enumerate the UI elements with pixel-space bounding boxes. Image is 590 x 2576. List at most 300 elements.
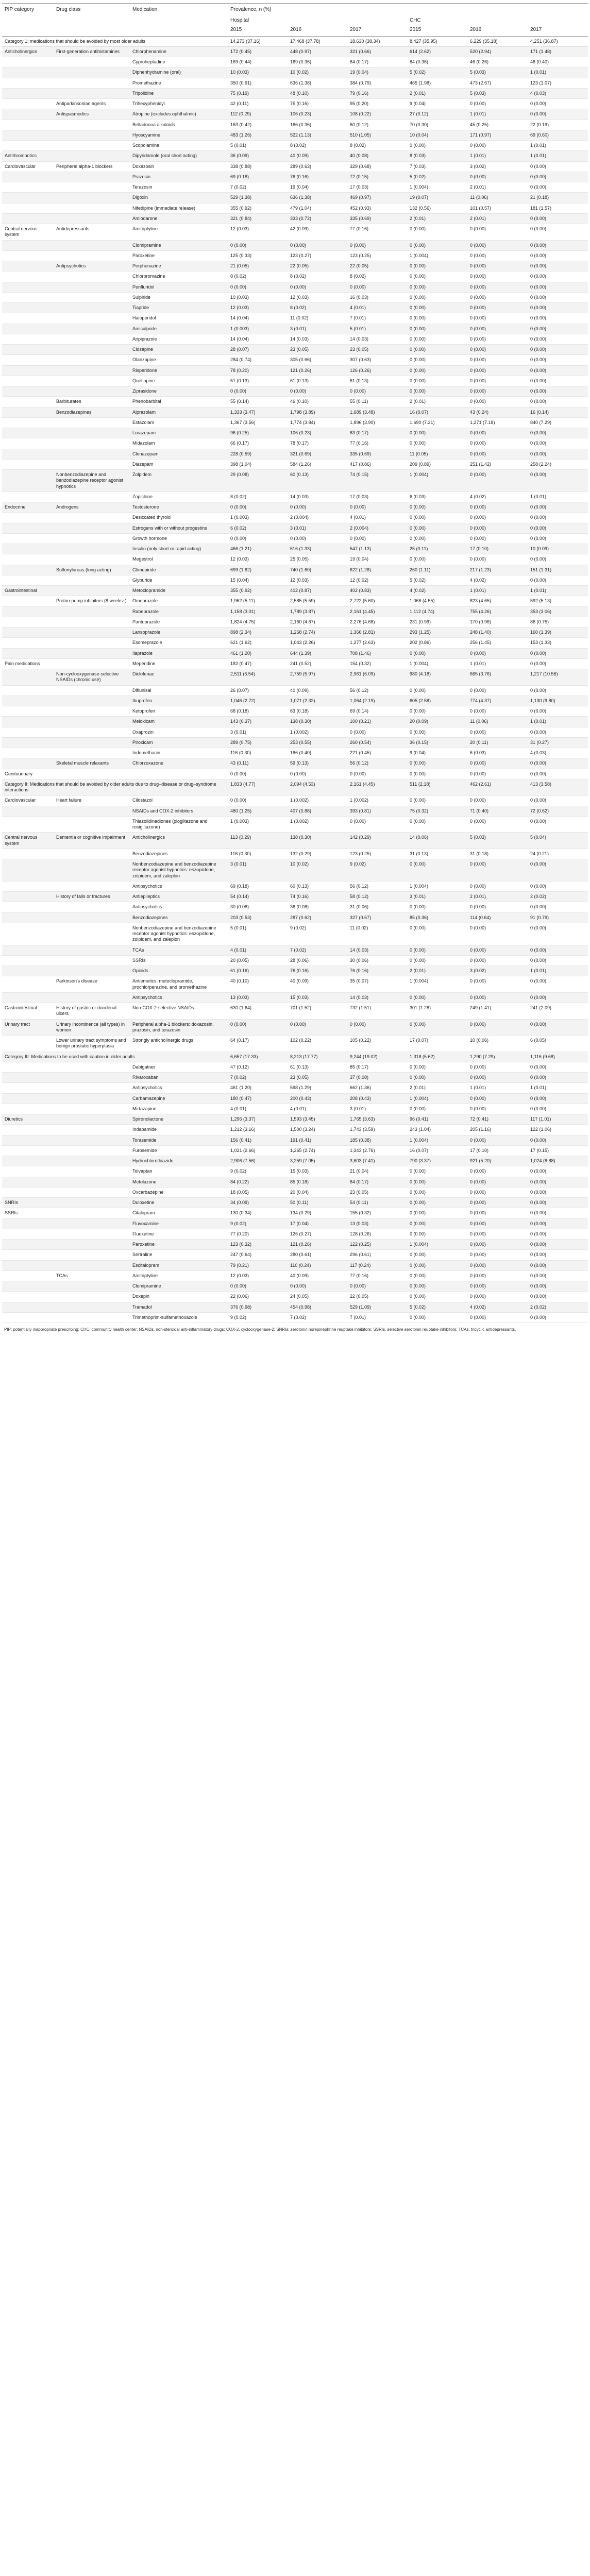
prevalence-cell: 170 (0.96) (467, 617, 528, 627)
prevalence-cell: 1 (0.01) (528, 966, 588, 976)
category-row (2, 36, 588, 46)
drug-class-cell (54, 1229, 130, 1239)
prevalence-cell: 2,094 (4.53) (288, 779, 347, 795)
drug-class-cell (54, 1250, 130, 1260)
prevalence-cell: 0 (0.00) (528, 213, 588, 224)
drug-class-cell: Antidepressants (54, 224, 130, 241)
prevalence-cell: 0 (0.00) (467, 303, 528, 313)
table-row (2, 130, 588, 140)
prevalence-cell: 0 (0.00) (467, 758, 528, 769)
prevalence-cell: 19 (0.04) (347, 67, 407, 78)
prevalence-cell: 42 (0.09) (288, 224, 347, 241)
drug-class-cell: History of falls or fractures (54, 892, 130, 902)
prevalence-cell: 0 (0.00) (528, 272, 588, 282)
medication-cell: Antipsychotics (130, 992, 228, 1003)
prevalence-cell: 510 (1.05) (347, 130, 407, 140)
pip-category-cell: Anticholinergics (2, 46, 54, 57)
drug-class-cell: Urinary incontinence (all types) in women (54, 1019, 130, 1036)
table-row (2, 67, 588, 78)
prevalence-cell: 0 (0.00) (528, 376, 588, 386)
prevalence-cell: 0 (0.00) (528, 1166, 588, 1177)
prevalence-cell: 2,160 (4.67) (288, 617, 347, 627)
pip-category-cell (2, 193, 54, 203)
table-row (2, 1156, 588, 1166)
prevalence-cell: 122 (0.25) (347, 1240, 407, 1250)
medication-cell: Benzodiazepines (130, 849, 228, 859)
prevalence-cell: 2 (0.01) (407, 397, 467, 407)
prevalence-cell: 36 (0.15) (407, 737, 467, 748)
header-pip-category: PIP category (2, 4, 54, 15)
drug-class-cell (54, 213, 130, 224)
prevalence-cell: 3 (0.01) (228, 859, 288, 882)
table-row (2, 1302, 588, 1312)
pip-category-cell (2, 449, 54, 459)
table-row (2, 833, 588, 849)
prevalence-cell: 708 (1.46) (347, 648, 407, 658)
prevalence-cell: 20 (0.05) (228, 955, 288, 965)
table-row (2, 1240, 588, 1250)
prevalence-cell: 0 (0.00) (528, 554, 588, 565)
medication-cell: Estrogens with or without progestins (130, 523, 228, 533)
prevalence-cell: 79 (0.16) (347, 88, 407, 98)
prevalence-cell: 0 (0.00) (528, 438, 588, 449)
prevalence-cell: 1 (0.01) (528, 586, 588, 596)
prevalence-cell: 208 (0.43) (347, 1093, 407, 1104)
prevalence-cell: 77 (0.16) (347, 224, 407, 241)
prevalence-cell: 8 (0.02) (288, 303, 347, 313)
prevalence-cell: 333 (0.72) (288, 213, 347, 224)
pip-category-cell (2, 386, 54, 397)
prevalence-cell: 0 (0.00) (347, 282, 407, 292)
prevalence-cell: 8 (0.03) (407, 151, 467, 161)
prevalence-cell: 0 (0.00) (407, 1104, 467, 1114)
prevalence-cell: 8,213 (17.77) (288, 1052, 347, 1062)
medication-cell: Tramadol (130, 1302, 228, 1312)
prevalence-cell: 96 (0.41) (407, 1114, 467, 1125)
prevalence-cell: 0 (0.00) (528, 658, 588, 669)
prevalence-cell: 248 (1.40) (467, 628, 528, 638)
prevalence-cell: 636 (1.38) (288, 78, 347, 88)
prevalence-cell: 0 (0.00) (228, 795, 288, 806)
prevalence-cell: 1,366 (2.81) (347, 628, 407, 638)
prevalence-cell: 185 (0.38) (347, 1135, 407, 1145)
prevalence-cell: 321 (0.69) (288, 449, 347, 459)
drug-class-cell (54, 282, 130, 292)
prevalence-cell: 203 (0.53) (228, 912, 288, 923)
table-row (2, 1114, 588, 1125)
drug-class-cell (54, 1156, 130, 1166)
prevalence-cell: 16 (0.07) (407, 407, 467, 417)
drug-class-cell (54, 606, 130, 617)
prevalence-cell: 402 (0.83) (347, 586, 407, 596)
prevalence-cell: 126 (0.27) (288, 1229, 347, 1239)
pip-category-cell (2, 1240, 54, 1250)
pip-category-cell (2, 628, 54, 638)
table-row (2, 849, 588, 859)
medication-cell: Hyoscyamine (130, 130, 228, 140)
prevalence-cell: 60 (0.13) (288, 881, 347, 891)
table-row (2, 1229, 588, 1239)
prevalence-cell: 483 (1.26) (228, 130, 288, 140)
prevalence-cell: 14 (0.03) (288, 334, 347, 344)
prevalence-cell: 123 (0.27) (288, 250, 347, 261)
drug-class-cell: Barbiturates (54, 397, 130, 407)
prevalence-cell: 11 (0.06) (467, 717, 528, 727)
prevalence-cell: 0 (0.00) (467, 334, 528, 344)
prevalence-cell: 77 (0.16) (347, 1270, 407, 1281)
prevalence-cell: 260 (0.54) (347, 737, 407, 748)
prevalence-cell: 0 (0.00) (467, 224, 528, 241)
prevalence-cell: 0 (0.00) (528, 902, 588, 912)
medication-cell: Diphenhydramine (oral) (130, 67, 228, 78)
prevalence-cell: 61 (0.13) (288, 376, 347, 386)
pip-category-cell (2, 417, 54, 428)
drug-class-cell (54, 67, 130, 78)
prevalence-cell: 0 (0.00) (407, 1260, 467, 1270)
table-row (2, 696, 588, 706)
prevalence-cell: 701 (1.52) (288, 1003, 347, 1020)
prevalence-cell: 153 (1.33) (528, 638, 588, 648)
medication-cell: Belladonna alkaloids (130, 120, 228, 130)
prevalence-cell: 0 (0.00) (407, 513, 467, 523)
prevalence-cell: 0 (0.00) (467, 1177, 528, 1187)
prevalence-cell: 0 (0.00) (288, 1019, 347, 1036)
table-row (2, 1125, 588, 1135)
drug-class-cell: First-generation antihistamines (54, 46, 130, 57)
prevalence-cell: 0 (0.00) (288, 769, 347, 779)
table-row (2, 523, 588, 533)
prevalence-cell: 12 (0.03) (288, 292, 347, 302)
prevalence-cell: 6 (0.05) (528, 1036, 588, 1052)
table-row (2, 892, 588, 902)
prevalence-cell: 75 (0.32) (407, 806, 467, 816)
prevalence-cell: 0 (0.00) (528, 881, 588, 891)
prevalence-cell: 241 (0.52) (288, 658, 347, 669)
prevalence-cell: 86 (0.75) (528, 617, 588, 627)
prevalence-cell: 0 (0.00) (407, 1062, 467, 1072)
prevalence-cell: 0 (0.00) (528, 976, 588, 993)
prevalence-cell: 1,318 (5.62) (407, 1052, 467, 1062)
prevalence-cell: 24 (0.05) (288, 1292, 347, 1302)
prevalence-cell: 123 (0.32) (228, 1240, 288, 1250)
medication-cell: NSAIDs and COX-2 inhibitors (130, 806, 228, 816)
prevalence-cell: 0 (0.00) (528, 292, 588, 302)
medication-cell: Hydrochlorothiazide (130, 1156, 228, 1166)
prevalence-cell: 138 (0.30) (288, 717, 347, 727)
pip-category-cell (2, 1260, 54, 1270)
prevalence-cell: 205 (1.16) (467, 1125, 528, 1135)
pip-category-cell (2, 203, 54, 213)
pip-category-cell: Endocrine (2, 502, 54, 513)
medication-cell: Amitriptyline (130, 224, 228, 241)
prevalence-cell: 0 (0.00) (528, 727, 588, 737)
drug-class-cell (54, 1302, 130, 1312)
pip-category-cell (2, 1250, 54, 1260)
prevalence-cell: 592 (5.13) (528, 596, 588, 606)
table-row (2, 240, 588, 250)
prevalence-cell: 101 (0.57) (467, 203, 528, 213)
prevalence-cell: 0 (0.00) (407, 1229, 467, 1239)
prevalence-cell: 11 (0.02) (347, 923, 407, 945)
prevalence-cell: 0 (0.00) (467, 1312, 528, 1323)
drug-class-cell (54, 586, 130, 596)
prevalence-cell: 122 (1.06) (528, 1125, 588, 1135)
prevalence-cell: 155 (0.32) (347, 1208, 407, 1218)
prevalence-cell: 321 (0.66) (347, 46, 407, 57)
prevalence-cell: 5 (0.02) (407, 67, 467, 78)
pip-category-cell (2, 748, 54, 758)
prevalence-cell: 1 (0.01) (528, 492, 588, 502)
prevalence-cell: 0 (0.00) (407, 1166, 467, 1177)
prevalence-cell: 0 (0.00) (347, 1019, 407, 1036)
pip-category-cell (2, 513, 54, 523)
prevalence-cell: 0 (0.00) (407, 945, 467, 955)
prevalence-cell: 2 (0.02) (528, 892, 588, 902)
pip-category-cell: Pain medications (2, 658, 54, 669)
pip-category-cell (2, 669, 54, 686)
pip-category-cell (2, 696, 54, 706)
prevalence-cell: 112 (0.29) (228, 109, 288, 120)
prevalence-cell: 614 (2.62) (407, 46, 467, 57)
prevalence-cell: 169 (0.44) (228, 57, 288, 67)
prevalence-cell: 6 (0.02) (228, 523, 288, 533)
prevalence-cell: 75 (0.19) (228, 88, 288, 98)
prevalence-cell: 0 (0.00) (467, 1218, 528, 1229)
prevalence-cell: 28 (0.06) (288, 955, 347, 965)
prevalence-cell: 3 (0.02) (467, 966, 528, 976)
medication-cell: Atropine (excludes ophthalmic) (130, 109, 228, 120)
medication-cell: Perphenazine (130, 261, 228, 272)
prevalence-cell: 0 (0.00) (528, 428, 588, 438)
prevalence-cell: 0 (0.00) (407, 365, 467, 376)
table-row (2, 438, 588, 449)
prevalence-cell: 0 (0.00) (347, 1281, 407, 1292)
pip-category-cell (2, 1292, 54, 1302)
table-row (2, 513, 588, 523)
table-row (2, 1208, 588, 1218)
prevalence-cell: 31 (0.13) (407, 849, 467, 859)
prevalence-cell: 0 (0.00) (407, 224, 467, 241)
prevalence-cell: 376 (0.98) (228, 1302, 288, 1312)
prevalence-cell: 740 (1.60) (288, 565, 347, 575)
medication-cell: Trihexyphenidyl (130, 99, 228, 109)
medication-cell: Clomipramine (130, 240, 228, 250)
prevalence-cell: 0 (0.00) (528, 523, 588, 533)
prevalence-cell: 0 (0.00) (528, 470, 588, 492)
pip-category-cell (2, 459, 54, 469)
table-row (2, 748, 588, 758)
prevalence-cell: 17 (0.04) (288, 1218, 347, 1229)
medication-cell: Torasemide (130, 1135, 228, 1145)
prevalence-cell: 5 (0.03) (467, 833, 528, 849)
drug-class-cell (54, 902, 130, 912)
prevalence-cell: 0 (0.00) (407, 303, 467, 313)
table-row (2, 1270, 588, 1281)
prevalence-cell: 0 (0.00) (407, 261, 467, 272)
prevalence-cell: 0 (0.00) (347, 816, 407, 833)
prevalence-cell: 0 (0.00) (528, 1073, 588, 1083)
prevalence-cell: 0 (0.00) (407, 1218, 467, 1229)
prevalence-cell: 36 (0.08) (288, 902, 347, 912)
prevalence-cell: 1 (0.004) (407, 470, 467, 492)
medication-cell: Alprazolam (130, 407, 228, 417)
pip-category-cell (2, 57, 54, 67)
prevalence-cell: 83 (0.18) (288, 706, 347, 717)
pip-category-cell (2, 99, 54, 109)
prevalence-cell: 20 (0.04) (288, 1187, 347, 1197)
table-row (2, 492, 588, 502)
pip-category-cell (2, 250, 54, 261)
prevalence-cell: 529 (1.09) (347, 1302, 407, 1312)
prevalence-cell: 0 (0.00) (467, 1135, 528, 1145)
prevalence-cell: 84 (0.17) (347, 57, 407, 67)
prevalence-cell: 1 (0.004) (407, 1135, 467, 1145)
table-row (2, 224, 588, 241)
prevalence-cell: 1,774 (3.84) (288, 417, 347, 428)
prevalence-cell: 56 (0.12) (347, 758, 407, 769)
header-year: 2016 (467, 25, 528, 36)
pip-category-cell (2, 992, 54, 1003)
prevalence-cell: 1,043 (2.26) (288, 638, 347, 648)
pip-category-cell (2, 1093, 54, 1104)
medication-cell: Citalopram (130, 1208, 228, 1218)
prevalence-cell: 20 (0.09) (407, 717, 467, 727)
drug-class-cell (54, 1198, 130, 1208)
medication-cell: Scopolamine (130, 141, 228, 151)
prevalence-cell: 0 (0.00) (528, 513, 588, 523)
prevalence-cell: 8 (0.02) (288, 141, 347, 151)
prevalence-cell: 0 (0.00) (467, 272, 528, 282)
table-row (2, 617, 588, 627)
prevalence-cell: 0 (0.00) (467, 250, 528, 261)
prevalence-cell: 7 (0.01) (347, 1312, 407, 1323)
prevalence-cell: 0 (0.00) (467, 141, 528, 151)
prevalence-cell: 105 (0.22) (347, 1036, 407, 1052)
table-row (2, 292, 588, 302)
prevalence-cell: 0 (0.00) (528, 1208, 588, 1218)
prevalence-cell: 0 (0.00) (407, 648, 467, 658)
prevalence-cell: 156 (0.41) (228, 1135, 288, 1145)
prevalence-cell: 1,962 (5.11) (228, 596, 288, 606)
prevalence-cell: 0 (0.00) (407, 795, 467, 806)
prevalence-cell: 0 (0.00) (288, 1281, 347, 1292)
pip-category-cell: Diuretics (2, 1114, 54, 1125)
prevalence-cell: 14 (0.03) (347, 992, 407, 1003)
prevalence-cell: 260 (1.11) (407, 565, 467, 575)
prevalence-cell: 0 (0.00) (528, 1187, 588, 1197)
prevalence-cell: 116 (0.30) (228, 849, 288, 859)
medication-cell: Meloxicam (130, 717, 228, 727)
prevalence-cell: 0 (0.00) (407, 1281, 467, 1292)
pip-category-cell (2, 523, 54, 533)
prevalence-cell: 0 (0.00) (528, 685, 588, 696)
prevalence-cell: 77 (0.20) (228, 1229, 288, 1239)
table-row (2, 628, 588, 638)
prevalence-cell: 48 (0.10) (288, 88, 347, 98)
drug-class-cell (54, 685, 130, 696)
prevalence-cell: 9 (0.02) (228, 1218, 288, 1229)
prevalence-cell: 0 (0.00) (467, 502, 528, 513)
pip-category-cell (2, 1062, 54, 1072)
prevalence-cell: 6,229 (35.18) (467, 36, 528, 46)
prevalence-cell: 0 (0.00) (467, 313, 528, 324)
prevalence-cell: 1,212 (3.16) (228, 1125, 288, 1135)
prevalence-cell: 0 (0.00) (407, 706, 467, 717)
table-row (2, 1187, 588, 1197)
prevalence-cell: 0 (0.00) (467, 261, 528, 272)
prevalence-cell: 355 (0.92) (228, 586, 288, 596)
drug-class-cell (54, 769, 130, 779)
prevalence-cell: 60 (0.12) (347, 120, 407, 130)
prevalence-cell: 0 (0.00) (467, 881, 528, 891)
category-row (2, 779, 588, 795)
prevalence-cell: 12 (0.03) (228, 554, 288, 565)
pip-category-cell (2, 533, 54, 544)
medication-cell: Tolvaptan (130, 1166, 228, 1177)
medication-cell: Tiapride (130, 303, 228, 313)
table-row (2, 250, 588, 261)
pip-category-cell: Genitourinary (2, 769, 54, 779)
prevalence-cell: 12 (0.03) (228, 1270, 288, 1281)
prevalence-cell: 17 (0.03) (347, 182, 407, 193)
prevalence-cell: 13 (0.03) (347, 1218, 407, 1229)
medication-cell: Zolpidem (130, 470, 228, 492)
drug-class-cell (54, 120, 130, 130)
table-row (2, 365, 588, 376)
prevalence-cell: 40 (0.09) (288, 976, 347, 993)
prevalence-cell: 622 (1.28) (347, 565, 407, 575)
prevalence-cell: 452 (0.93) (347, 203, 407, 213)
prevalence-cell: 84 (0.17) (347, 1177, 407, 1187)
prevalence-cell: 296 (0.61) (347, 1250, 407, 1260)
prevalence-cell: 10 (0.02) (288, 67, 347, 78)
drug-class-cell (54, 955, 130, 965)
prevalence-cell: 2,906 (7.56) (228, 1156, 288, 1166)
pip-category-cell: SNRIs (2, 1198, 54, 1208)
prevalence-cell: 55 (0.14) (228, 397, 288, 407)
prevalence-cell: 1,765 (3.63) (347, 1114, 407, 1125)
pip-category-cell (2, 130, 54, 140)
medication-cell: Metoclopramide (130, 586, 228, 596)
table-row (2, 859, 588, 882)
prevalence-cell: 160 (1.39) (528, 628, 588, 638)
drug-class-cell (54, 881, 130, 891)
prevalence-cell: 77 (0.16) (347, 438, 407, 449)
drug-class-cell: Antispasmodics (54, 109, 130, 120)
table-row (2, 769, 588, 779)
prevalence-cell: 0 (0.00) (528, 449, 588, 459)
pip-category-cell: Urinary tract (2, 1019, 54, 1036)
prevalence-cell: 0 (0.00) (288, 533, 347, 544)
drug-class-cell (54, 57, 130, 67)
prevalence-cell: 5 (0.02) (407, 172, 467, 182)
prevalence-cell: 0 (0.00) (528, 533, 588, 544)
pip-category-cell (2, 272, 54, 282)
prevalence-cell: 0 (0.00) (407, 1177, 467, 1187)
prevalence-cell: 0 (0.00) (528, 282, 588, 292)
table-row (2, 881, 588, 891)
drug-class-cell (54, 945, 130, 955)
medication-cell: Testosterone (130, 502, 228, 513)
pip-category-cell (2, 1156, 54, 1166)
prevalence-cell: 0 (0.00) (288, 386, 347, 397)
medication-cell: Sulpiride (130, 292, 228, 302)
prevalence-cell: 1 (0.01) (467, 586, 528, 596)
prevalence-cell: 630 (1.64) (228, 1003, 288, 1020)
table-row (2, 99, 588, 109)
prevalence-cell: 17,468 (37.78) (288, 36, 347, 46)
prevalence-cell: 61 (0.16) (228, 966, 288, 976)
